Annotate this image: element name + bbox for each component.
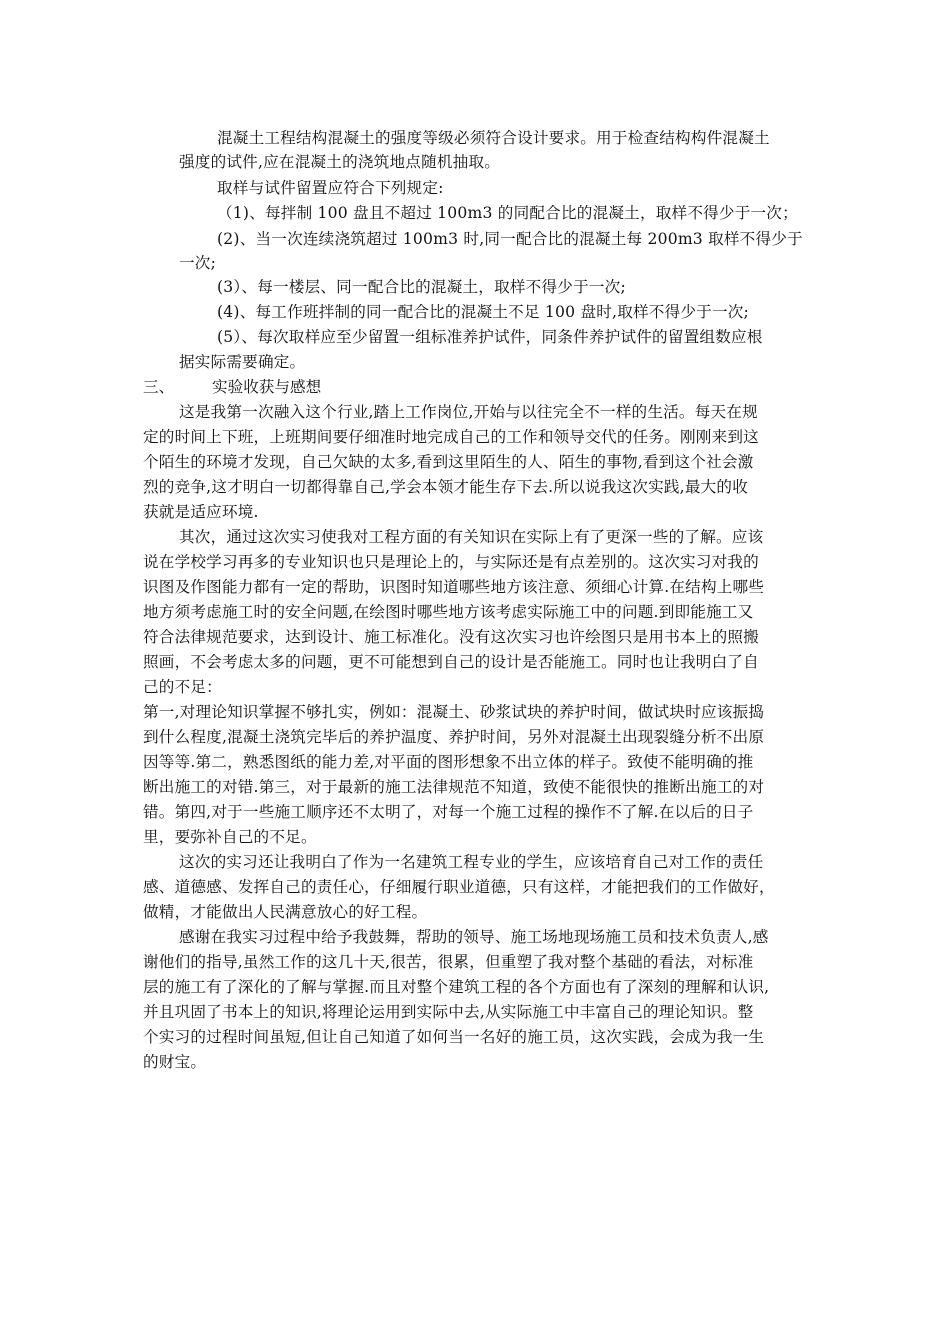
paragraph-line: 个陌生的环境才发现，自己欠缺的太多,看到这里陌生的人、陌生的事物,看到这个社会激 bbox=[143, 453, 754, 471]
paragraph-line: 强度的试件,应在混凝土的浇筑地点随机抽取。 bbox=[179, 153, 501, 171]
paragraph-line: (3）、每一楼层、同一配合比的混凝土，取样不得少于一次; bbox=[217, 278, 626, 296]
section-number: 三、 bbox=[143, 378, 175, 396]
paragraph-line: 谢他们的指导,虽然工作的这几十天,很苦，很累，但重塑了我对整个基础的看法，对标准 bbox=[143, 953, 754, 971]
paragraph-line: 定的时间上下班，上班期间要仔细准时地完成自己的工作和领导交代的任务。刚刚来到这 bbox=[143, 428, 759, 446]
paragraph-line: 符合法律规范要求，达到设计、施工标准化。没有这次实习也许绘图只是用书本上的照搬 bbox=[143, 628, 759, 646]
paragraph-line: 取样与试件留置应符合下列规定: bbox=[217, 179, 444, 197]
paragraph-line: 混凝土工程结构混凝土的强度等级必须符合设计要求。用于检查结构构件混凝土 bbox=[217, 129, 770, 147]
paragraph-line: 识图及作图能力都有一定的帮助，识图时知道哪些地方该注意、须细心计算.在结构上哪些 bbox=[143, 578, 765, 596]
paragraph-line: (5）、每次取样应至少留置一组标准养护试件，同条件养护试件的留置组数应根 bbox=[217, 328, 763, 346]
paragraph-line: 地方须考虑施工时的安全问题,在绘图时哪些地方该考虑实际施工中的问题.到即能施工又 bbox=[143, 603, 754, 621]
paragraph-line: 获就是适应环境. bbox=[143, 503, 259, 521]
paragraph-line: 的财宝。 bbox=[143, 1053, 207, 1071]
paragraph-line: 照画，不会考虑太多的问题，更不可能想到自己的设计是否能施工。同时也让我明白了自 bbox=[143, 653, 759, 671]
paragraph-line: 第一,对理论知识掌握不够扎实，例如：混凝土、砂浆试块的养护时间，做试块时应该振捣 bbox=[143, 703, 765, 721]
paragraph-line: 里，要弥补自己的不足。 bbox=[143, 828, 317, 846]
paragraph-line: （1)、每拌制 100 盘且不超过 100m3 的同配合比的混凝土，取样不得少于一次； bbox=[217, 204, 798, 222]
paragraph-line: 断出施工的对错.第三，对于最新的施工法律规范不知道，致使不能很快的推断出施工的对 bbox=[143, 778, 765, 796]
paragraph-line: 这是我第一次融入这个行业,踏上工作岗位,开始与以往完全不一样的生活。每天在规 bbox=[179, 403, 758, 421]
paragraph-line: (4)、每工作班拌制的同一配合比的混凝土不足 100 盘时,取样不得少于一次; bbox=[217, 303, 749, 321]
paragraph-line: 这次的实习还让我明白了作为一名建筑工程专业的学生，应该培育自己对工作的责任 bbox=[179, 853, 764, 871]
paragraph-line: 并且巩固了书本上的知识,将理论运用到实际中去,从实际施工中丰富自己的理论知识。整 bbox=[143, 1003, 754, 1021]
paragraph-line: 一次; bbox=[179, 254, 217, 272]
paragraph-line: 因等等.第二，熟悉图纸的能力差,对平面的图形想象不出立体的样子。致使不能明确的推 bbox=[143, 753, 754, 771]
paragraph-line: 其次，通过这次实习使我对工程方面的有关知识在实际上有了更深一些的了解。应该 bbox=[179, 528, 764, 546]
paragraph-line: 层的施工有了深化的了解与掌握.而且对整个建筑工程的各个方面也有了深刻的理解和认识, bbox=[143, 978, 770, 996]
paragraph-line: 个实习的过程时间虽短,但让自己知道了如何当一名好的施工员，这次实践，会成为我一生 bbox=[143, 1028, 765, 1046]
paragraph-line: 烈的竞争,这才明白一切都得靠自己,学会本领才能生存下去.所以说我这次实践,最大的收 bbox=[143, 478, 748, 496]
paragraph-line: 到什么程度,混凝土浇筑完毕后的养护温度、养护时间，另外对混凝土出现裂缝分析不出原 bbox=[143, 728, 765, 746]
paragraph-line: 己的不足： bbox=[143, 678, 222, 696]
paragraph-line: 感、道德感、发挥自己的责任心，仔细履行职业道德，只有这样，才能把我们的工作做好， bbox=[143, 878, 775, 896]
paragraph-line: 说在学校学习再多的专业知识也只是理论上的，与实际还是有点差别的。这次实习对我的 bbox=[143, 553, 759, 571]
paragraph-line: 做精，才能做出人民满意放心的好工程。 bbox=[143, 903, 428, 921]
paragraph-line: (2)、当一次连续浇筑超过 100m3 时,同一配合比的混凝土每 200m3 取样不得少于 bbox=[217, 230, 803, 248]
paragraph-line: 据实际需要确定。 bbox=[179, 353, 306, 371]
paragraph-line: 错。第四,对于一些施工顺序还不太明了，对每一个施工过程的操作不了解.在以后的日子 bbox=[143, 803, 754, 821]
section-title: 实验收获与感想 bbox=[212, 378, 322, 396]
paragraph-line: 感谢在我实习过程中给予我鼓舞，帮助的领导、施工场地现场施工员和技术负责人,感 bbox=[179, 928, 769, 946]
